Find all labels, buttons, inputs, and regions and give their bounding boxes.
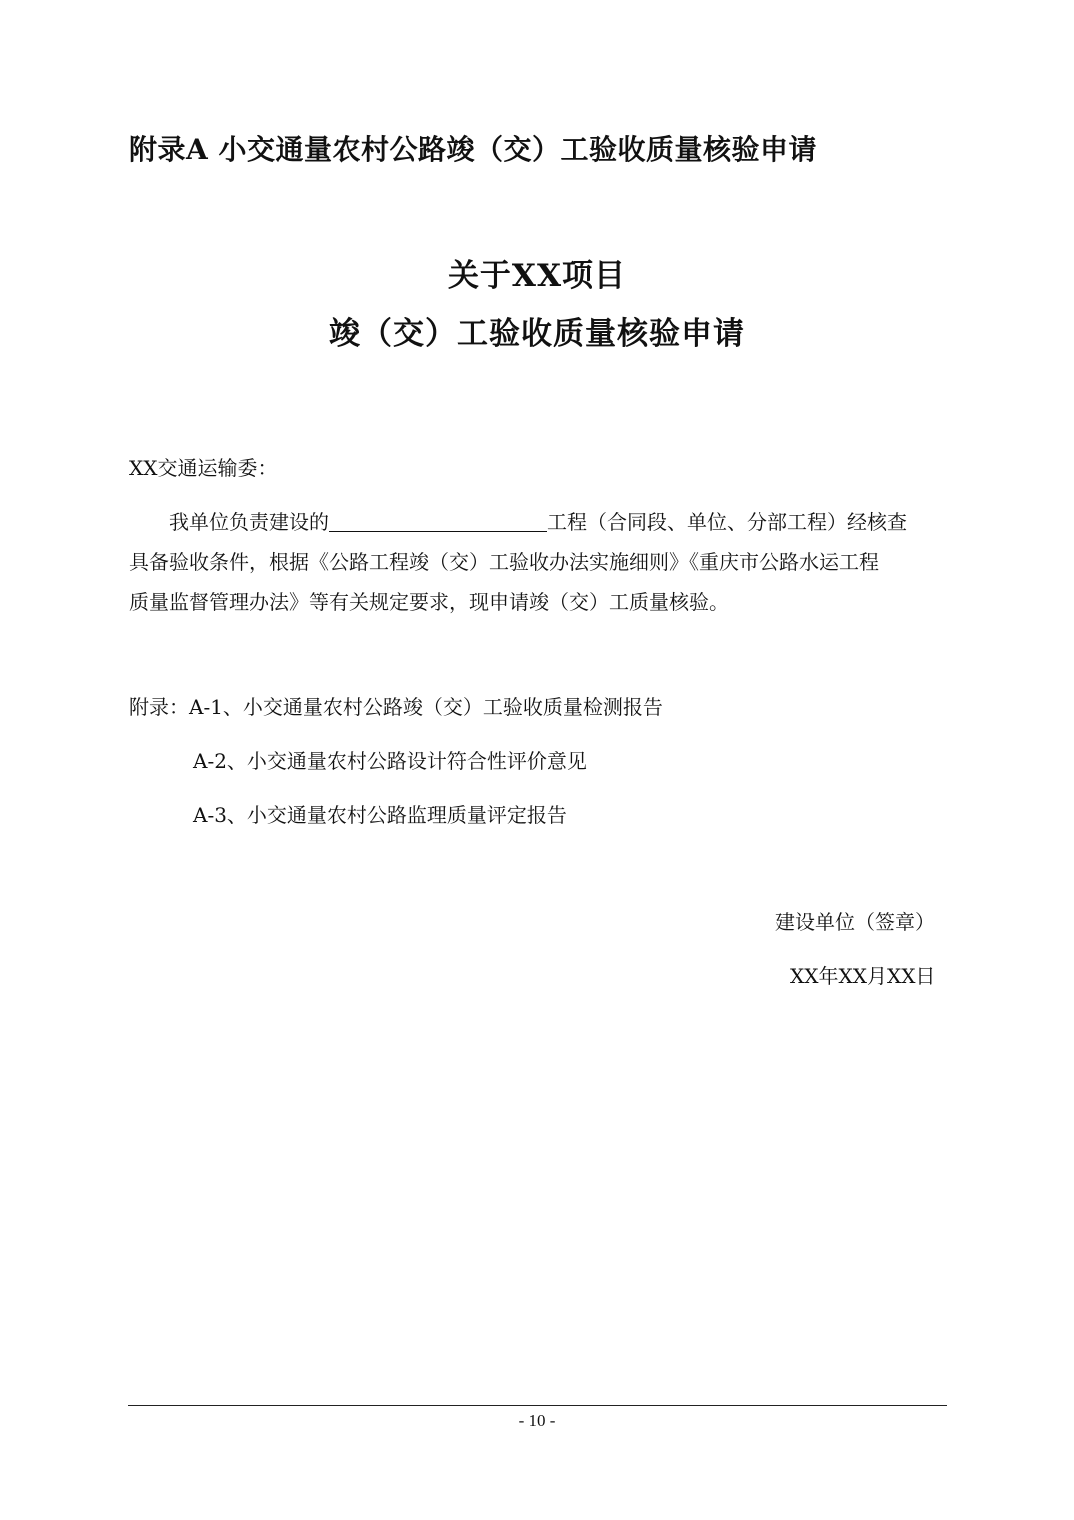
signature-unit: 建设单位（签章）	[775, 910, 935, 934]
appendix-heading: 附录A 小交通量农村公路竣（交）工验收质量核验申请	[129, 133, 817, 166]
annex-item-2: A-2、小交通量农村公路设计符合性评价意见	[193, 749, 587, 773]
body-line-2: 具备验收条件，根据《公路工程竣（交）工验收办法实施细则》《重庆市公路水运工程	[129, 550, 879, 574]
footer-divider	[128, 1405, 947, 1406]
signature-date: XX年XX月XX日	[790, 964, 936, 988]
page-number: - 10 -	[518, 1411, 556, 1430]
addressee: XX交通运输委：	[129, 456, 278, 480]
annex-label: 附录：	[129, 695, 189, 719]
annex-item-1	[129, 697, 663, 717]
project-name-blank[interactable]	[329, 511, 547, 532]
document-title-line-2: 竣（交）工验收质量核验申请	[329, 316, 745, 352]
body-line-1	[129, 502, 947, 542]
annex-item-3: A-3、小交通量农村公路监理质量评定报告	[193, 803, 567, 827]
body-line-1-start: 我单位负责建设的	[169, 510, 329, 534]
body-line-3: 质量监督管理办法》等有关规定要求，现申请竣（交）工质量核验。	[129, 590, 729, 614]
annex-item-1-text: A-1、小交通量农村公路竣（交）工验收质量检测报告	[189, 695, 663, 719]
document-title-line-1: 关于XX项目	[447, 258, 627, 294]
body-paragraph	[129, 502, 947, 622]
body-line-1-end: 工程（合同段、单位、分部工程）经核查	[547, 510, 907, 534]
